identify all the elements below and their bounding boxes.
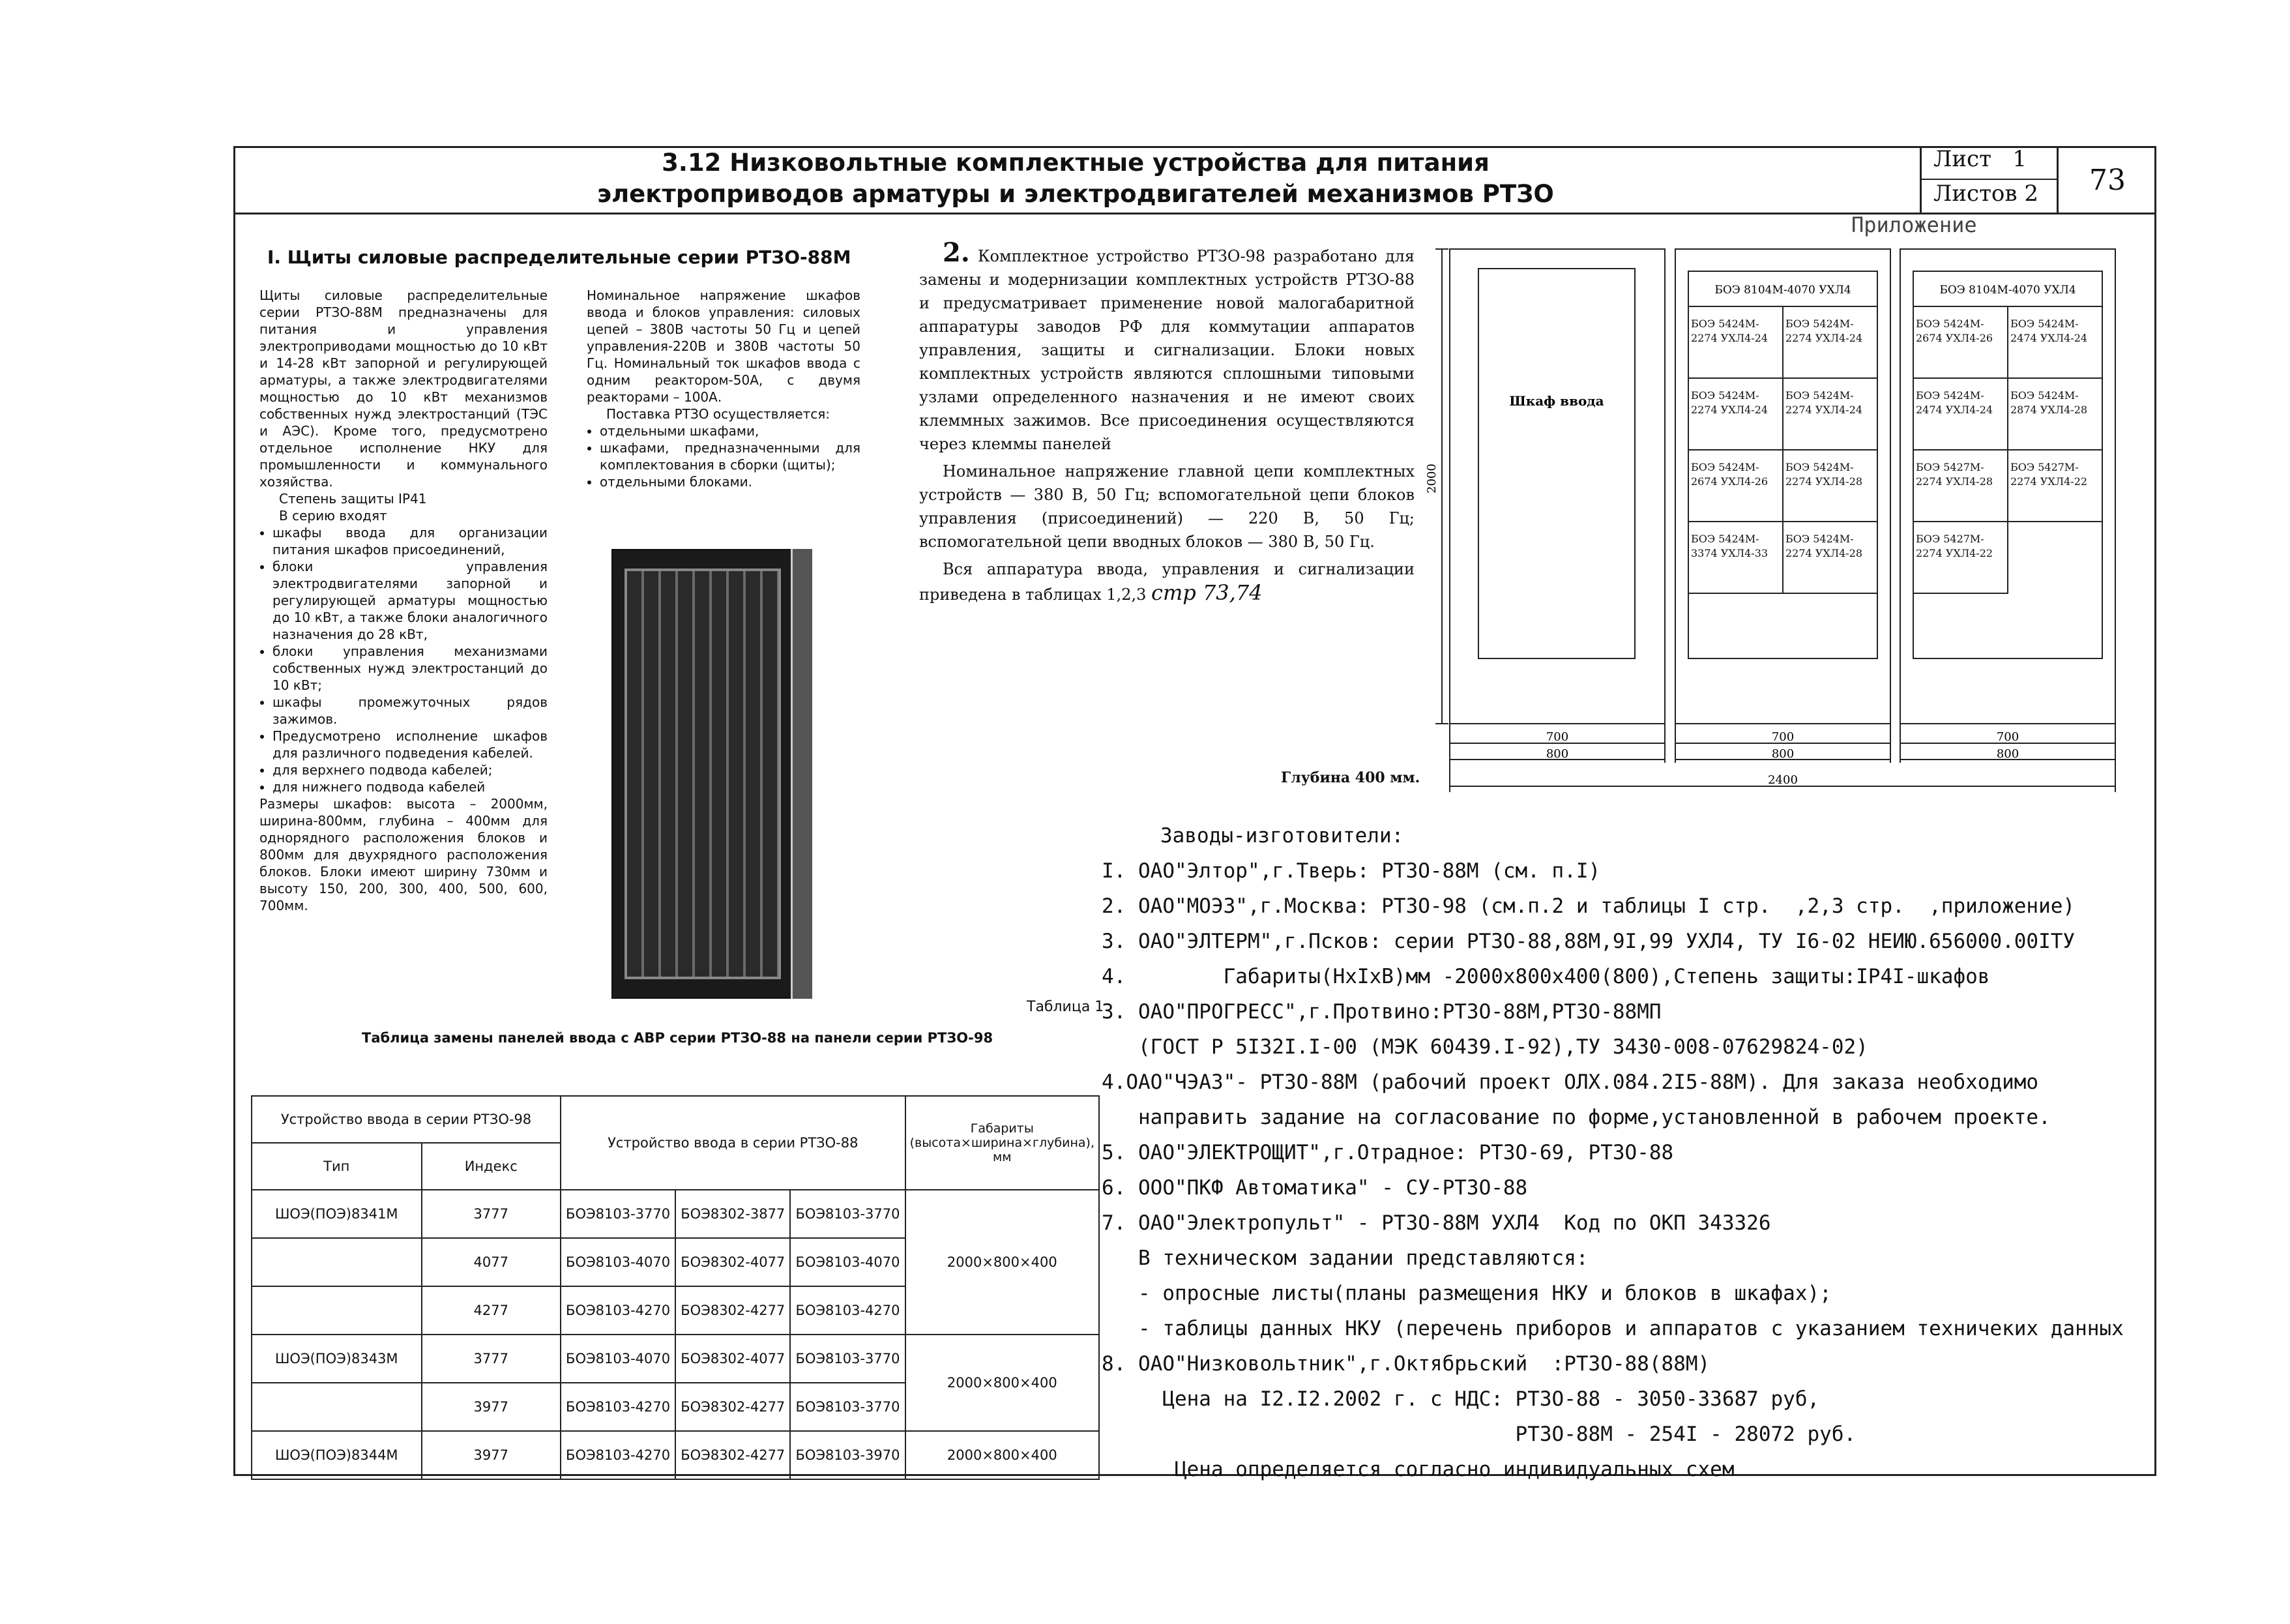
block-label: БОЭ 5424М- xyxy=(1785,389,1854,402)
cell-c: БОЭ8103-3770 xyxy=(790,1335,905,1383)
section2 xyxy=(919,237,1415,610)
block-label: 2274 УХЛ4-24 xyxy=(1785,404,1863,416)
cell-a: БОЭ8103-4070 xyxy=(561,1238,675,1286)
cell-type: ШОЭ(ПОЭ)8343М xyxy=(252,1335,422,1383)
dim-700: 700 xyxy=(1996,730,2019,744)
cell-dims: 2000×800×400 xyxy=(905,1335,1099,1431)
cell-b: БОЭ8302-4077 xyxy=(675,1238,790,1286)
list-item: • отдельными шкафами, xyxy=(600,422,860,439)
dim-800: 800 xyxy=(1771,747,1795,761)
manufacturers-title: Заводы-изготовители: xyxy=(1160,824,1404,848)
manufacturer-line: направить задание на согласование по форме,установленной в рабочем проекте. xyxy=(1102,1106,2051,1129)
cell-b: БОЭ8302-4277 xyxy=(675,1383,790,1431)
sheet-value: 1 xyxy=(2012,146,2027,172)
height-dim-label: 2000 xyxy=(1425,464,1439,494)
list-item: • шкафы промежуточных рядов зажимов. xyxy=(272,694,548,728)
page-title xyxy=(248,147,1903,210)
cabinet2-top-label: БОЭ 8104М-4070 УХЛ4 xyxy=(1714,284,1851,297)
cabinet2-blocks xyxy=(1688,306,1877,593)
replacement-table xyxy=(251,1095,1100,1480)
includes-label: В серию входят xyxy=(279,508,387,524)
block-label: БОЭ 5424М- xyxy=(1916,317,1984,330)
cell-index: 3977 xyxy=(422,1383,561,1431)
block-label: БОЭ 5424М- xyxy=(2010,389,2079,402)
cell-a: БОЭ8103-4270 xyxy=(561,1383,675,1431)
section1-left-column xyxy=(259,287,548,914)
block-label: БОЭ 5427М- xyxy=(1916,533,1984,545)
list-item: • шкафы ввода для организации питания шкафов присоединений, xyxy=(272,524,548,558)
manufacturer-line: (ГОСТ Р 5I32I.I-00 (МЭК 60439.I-92),ТУ 3430-008-07629824-02) xyxy=(1102,1035,1868,1059)
col-header-index: Индекс xyxy=(422,1143,561,1190)
list-item: • для верхнего подвода кабелей; xyxy=(272,761,548,778)
cell-type xyxy=(252,1286,422,1335)
cell-b: БОЭ8302-4077 xyxy=(675,1335,790,1383)
dim-total: 2400 xyxy=(1768,773,1798,787)
block-label: 2274 УХЛ4-24 xyxy=(1785,332,1863,344)
voltage-text: Номинальное напряжение шкафов ввода и блоков управления: силовых цепей – 380В частоты 50 Гц и цепей управления-220В и 380В частоты 50 Гц. Номинальный ток шкафов ввода с одним реактором-50А, с двумя реакторами – 100А. xyxy=(587,288,860,405)
manufacturer-line: I. ОАО"Элтор",г.Тверь: РТЗО-88М (см. п.I) xyxy=(1102,859,1601,883)
table-row xyxy=(252,1190,1099,1238)
cabinet-layout-drawing xyxy=(1425,241,2119,808)
protection-text: Степень защиты IP41 xyxy=(279,491,427,507)
block-label: БОЭ 5427М- xyxy=(1916,461,1984,473)
block-label: 2274 УХЛ4-22 xyxy=(1916,547,1993,559)
block-label: БОЭ 5424М- xyxy=(1785,533,1854,545)
sheet-row xyxy=(1922,146,2057,180)
block-label: 2274 УХЛ4-28 xyxy=(1785,547,1863,559)
cabinet3-top-label: БОЭ 8104М-4070 УХЛ4 xyxy=(1939,284,2076,297)
sizes-text: Размеры шкафов: высота – 2000мм, ширина-800мм, глубина – 400мм для однорядного расположения блоков и 800мм для двухрядного расположения блоков. Блоки имеют ширину 730мм и высоту 150, 200, 300, 400, 500, 600, 700мм. xyxy=(259,796,548,913)
manufacturer-line: 6. ООО"ПКФ Автоматика" - СУ-РТЗО-88 xyxy=(1102,1176,1528,1200)
cabinet-photo xyxy=(611,549,812,999)
block-label: 2474 УХЛ4-24 xyxy=(2010,332,2088,344)
table-header-row xyxy=(252,1096,1099,1143)
title-line-2: электроприводов арматуры и электродвигателей механизмов РТЗО xyxy=(597,180,1554,208)
cell-type: ШОЭ(ПОЭ)8344М xyxy=(252,1431,422,1479)
block-label: 3374 УХЛ4-33 xyxy=(1691,547,1769,559)
dim-800: 800 xyxy=(1546,747,1569,761)
input-cabinet-label: Шкаф ввода xyxy=(1509,393,1604,409)
list-item: • для нижнего подвода кабелей xyxy=(272,778,548,795)
list-item: • блоки управления механизмами собственных нужд электростанций до 10 кВт; xyxy=(272,643,548,694)
sheet-label: Лист xyxy=(1933,146,1991,172)
cabinet-interior xyxy=(624,568,781,979)
dim-700: 700 xyxy=(1546,730,1569,744)
section2-p1: 2. Комплектное устройство РТЗО-98 разработано для замены и модернизации комплектных устройств РТЗО-88 и предусматривает применение новой малогабаритной аппаратуры заводов РФ для коммутации аппаратов управления, защиты и сигнализации. Блоки новых комплектных устройств являются сплошными типовыми узлами определенного назначения и не имеют своих клеммных зажимов. Все присоединения осуществляются через клеммы панелей xyxy=(919,237,1415,453)
table-row xyxy=(252,1431,1099,1479)
col-header-input88: Устройство ввода в серии РТЗО-88 xyxy=(561,1096,905,1190)
manufacturer-line: 8. ОАО"Низковольтник",г.Октябрьский :РТЗО-88(88М) xyxy=(1102,1352,1710,1376)
col-header-input98: Устройство ввода в серии РТЗО-98 xyxy=(252,1096,561,1143)
manufacturer-line: 3. ОАО"ЭЛТЕРМ",г.Псков: серии РТЗО-88,88М,9I,99 УХЛ4, ТУ I6-02 НЕИЮ.656000.00IТУ xyxy=(1102,930,2076,953)
block-label: БОЭ 5424М- xyxy=(1691,389,1759,402)
section1-intro: Щиты силовые распределительные серии РТЗО-88М предназначены для питания и управления электроприводами мощностью до 10 кВт и 14-28 кВт запорной и регулирующей арматуры, а также электродвигателями мощностью до 10 кВт механизмов собственных нужд электростанций (ТЭС и АЭС). Кроме того, предусмотрено отдельное исполнение НКУ для промышленности и коммунального хозяйства. xyxy=(259,288,548,490)
block-label: 2274 УХЛ4-28 xyxy=(1916,475,1993,488)
block-label: 2274 УХЛ4-24 xyxy=(1691,332,1769,344)
manufacturer-line: В техническом задании представляются: xyxy=(1102,1247,1589,1270)
depth-label: Глубина 400 мм. xyxy=(1281,769,1420,786)
col-header-type: Тип xyxy=(252,1143,422,1190)
manufacturer-line: - таблицы данных НКУ (перечень приборов и аппаратов с указанием техничеких данных xyxy=(1102,1317,2124,1340)
supply-label: Поставка РТЗО осуществляется: xyxy=(606,406,830,422)
list-item: • блоки управления электродвигателями запорной и регулирующей арматуры мощностью до 10 кВт, а также блоки аналогичного назначения до 28 кВт, xyxy=(272,558,548,643)
cell-type xyxy=(252,1383,422,1431)
cell-dims: 2000×800×400 xyxy=(905,1190,1099,1335)
list-item: • шкафами, предназначенными для комплектования в сборки (щиты); xyxy=(600,439,860,473)
block-label: 2874 УХЛ4-28 xyxy=(2010,404,2088,416)
cell-c: БОЭ8103-3770 xyxy=(790,1383,905,1431)
block-label: 2274 УХЛ4-24 xyxy=(1691,404,1769,416)
cell-a: БОЭ8103-3770 xyxy=(561,1190,675,1238)
cell-c: БОЭ8103-4270 xyxy=(790,1286,905,1335)
handwritten-pages: стр 73,74 xyxy=(1151,580,1263,605)
block-label: БОЭ 5424М- xyxy=(1785,317,1854,330)
manufacturer-line: РТЗО-88М - 254I - 28072 руб. xyxy=(1102,1423,1857,1446)
cell-b: БОЭ8302-4277 xyxy=(675,1286,790,1335)
cell-c: БОЭ8103-3970 xyxy=(790,1431,905,1479)
block-label: БОЭ 5424М- xyxy=(2010,317,2079,330)
dim-800: 800 xyxy=(1996,747,2019,761)
cell-c: БОЭ8103-4070 xyxy=(790,1238,905,1286)
title-line-1: 3.12 Низковольтные комплектные устройства для питания xyxy=(662,149,1490,177)
block-label: 2674 УХЛ4-26 xyxy=(1691,475,1769,488)
list-item: • Предусмотрено исполнение шкафов для различного подведения кабелей. xyxy=(272,728,548,761)
manufacturer-line: Цена определяется согласно индивидуальных схем xyxy=(1102,1458,1735,1481)
sheets-label: Листов xyxy=(1933,181,2018,207)
sheets-value: 2 xyxy=(2024,181,2038,207)
cell-index: 4077 xyxy=(422,1238,561,1286)
cell-a: БОЭ8103-4070 xyxy=(561,1335,675,1383)
block-label: БОЭ 5424М- xyxy=(1916,389,1984,402)
sheet-info-box xyxy=(1920,146,2057,214)
block-label: 2474 УХЛ4-24 xyxy=(1916,404,1993,416)
manufacturer-line: 3. ОАО"ПРОГРЕСС",г.Протвино:РТЗО-88М,РТЗО-88МП xyxy=(1102,1000,1662,1024)
page-number: 73 xyxy=(2057,146,2156,214)
sheets-row xyxy=(1922,181,2057,214)
includes-list xyxy=(259,524,548,795)
block-label: БОЭ 5424М- xyxy=(1785,461,1854,473)
drawing-svg xyxy=(1425,241,2119,808)
cabinet-door xyxy=(791,549,812,999)
manufacturer-line: 7. ОАО"Электропульт" - РТЗО-88М УХЛ4 Код по ОКП 343326 xyxy=(1102,1211,1771,1235)
section2-p3: Вся аппаратура ввода, управления и сигнализации приведена в таблицах 1,2,3 стр 73,74 xyxy=(919,560,1415,605)
block-label: 2274 УХЛ4-22 xyxy=(2010,475,2088,488)
appendix-label: Приложение xyxy=(1851,213,1977,237)
cell-c: БОЭ8103-3770 xyxy=(790,1190,905,1238)
section2-p2: Номинальное напряжение главной цепи комплектных устройств — 380 В, 50 Гц; вспомогательной цепи блоков управления (присоединений) — 220 В, 50 Гц; вспомогательной цепи вводных блоков — 380 В, 50 Гц. xyxy=(919,462,1415,551)
table-caption: Таблица замены панелей ввода с АВР серии РТЗО-88 на панели серии РТЗО-98 xyxy=(362,1030,993,1046)
dim-700: 700 xyxy=(1771,730,1795,744)
cell-b: БОЭ8302-4277 xyxy=(675,1431,790,1479)
cell-type: ШОЭ(ПОЭ)8341М xyxy=(252,1190,422,1238)
cell-dims: 2000×800×400 xyxy=(905,1431,1099,1479)
manufacturer-line: Цена на I2.I2.2002 г. с НДС: РТЗО-88 - 3050-33687 руб, xyxy=(1102,1387,1820,1411)
table-number: Таблица 1 xyxy=(1027,999,1104,1015)
manufacturer-line: 2. ОАО"МОЭЗ",г.Москва: РТЗО-98 (см.п.2 и таблицы I стр. ,2,3 стр. ,приложение) xyxy=(1102,894,2076,918)
section1-title: I. Щиты силовые распределительные серии РТЗО-88М xyxy=(267,246,851,268)
cell-b: БОЭ8302-3877 xyxy=(675,1190,790,1238)
supply-list xyxy=(587,422,860,490)
manufacturer-line: - опросные листы(планы размещения НКУ и блоков в шкафах); xyxy=(1102,1282,1832,1305)
block-label: БОЭ 5427М- xyxy=(2010,461,2079,473)
cell-a: БОЭ8103-4270 xyxy=(561,1431,675,1479)
block-label: БОЭ 5424М- xyxy=(1691,317,1759,330)
block-label: 2674 УХЛ4-26 xyxy=(1916,332,1993,344)
cell-type xyxy=(252,1238,422,1286)
section1-right-column xyxy=(587,287,860,490)
list-item: • отдельными блоками. xyxy=(600,473,860,490)
block-label: БОЭ 5424М- xyxy=(1691,461,1759,473)
manufacturer-line: 5. ОАО"ЭЛЕКТРОЩИТ",г.Отрадное: РТЗО-69, РТЗО-88 xyxy=(1102,1141,1674,1164)
cell-index: 3977 xyxy=(422,1431,561,1479)
cell-index: 3777 xyxy=(422,1190,561,1238)
manufacturer-line: 4.ОАО"ЧЭАЗ"- РТЗО-88М (рабочий проект ОЛХ.084.2I5-88М). Для заказа необходимо xyxy=(1102,1070,2039,1094)
col-header-dims: Габариты (высота×ширина×глубина), мм xyxy=(905,1096,1099,1190)
table-row xyxy=(252,1335,1099,1383)
block-label: 2274 УХЛ4-28 xyxy=(1785,475,1863,488)
manufacturer-line: 4. Габариты(НхIхВ)мм -2000х800х400(800),Степень защиты:IP4I-шкафов xyxy=(1102,965,1990,988)
cell-a: БОЭ8103-4270 xyxy=(561,1286,675,1335)
cell-index: 3777 xyxy=(422,1335,561,1383)
cabinet3-blocks xyxy=(1913,306,2102,593)
section2-number: 2. xyxy=(943,237,970,268)
cell-index: 4277 xyxy=(422,1286,561,1335)
block-label: БОЭ 5424М- xyxy=(1691,533,1759,545)
